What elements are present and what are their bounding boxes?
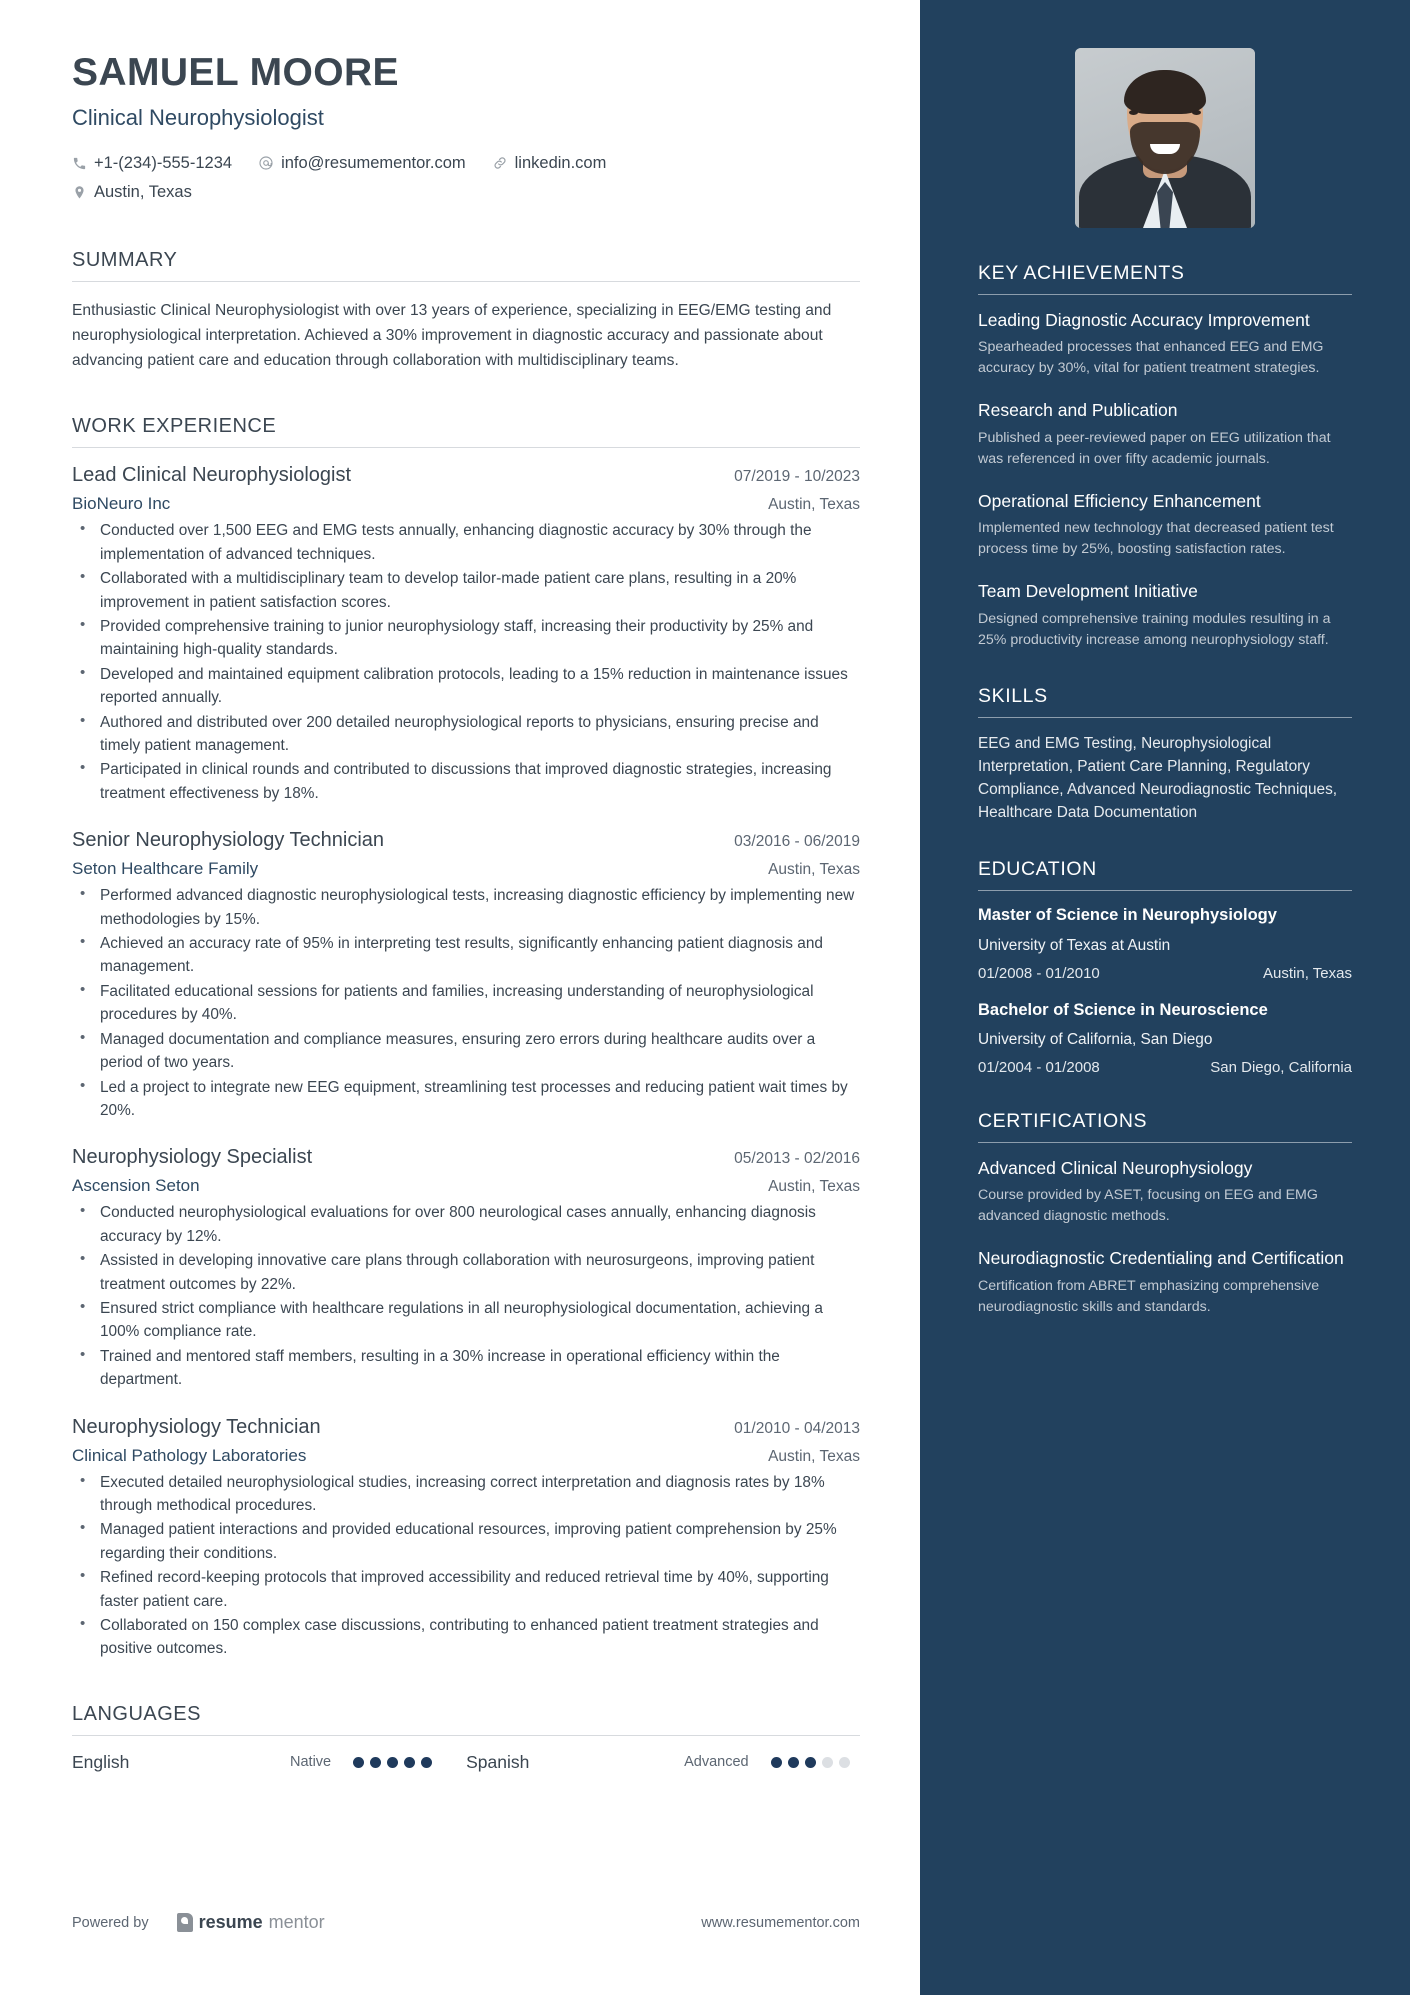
avatar-eye-right <box>1192 110 1201 115</box>
achievement-description: Published a peer-reviewed paper on EEG utilization that was referenced in over fifty academic journals. <box>978 429 1331 467</box>
brand-name-light: mentor <box>268 1912 325 1932</box>
avatar-wrapper <box>978 48 1352 228</box>
languages-list <box>72 1752 860 1773</box>
job-dates: 05/2013 - 02/2016 <box>734 1150 860 1168</box>
education-location: San Diego, California <box>1210 1059 1352 1076</box>
certification-item <box>978 1247 1352 1317</box>
job-bullets <box>72 1201 860 1391</box>
achievement-description: Spearheaded processes that enhanced EEG and EMG accuracy by 30%, vital for patient treatment strategies. <box>978 339 1324 377</box>
job-bullet: • Managed documentation and compliance measures, ensuring zero errors during healthcare audits over a period of two years. <box>72 1028 860 1075</box>
job-dates: 01/2010 - 04/2013 <box>734 1419 860 1437</box>
education-location: Austin, Texas <box>1263 964 1352 982</box>
experience-title-row <box>72 829 860 852</box>
achievement-description: Implemented new technology that decreased patient test process time by 25%, boosting satisfaction rates. <box>978 520 1334 558</box>
rating-dot <box>404 1757 415 1768</box>
job-bullet: • Conducted over 1,500 EEG and EMG tests annually, enhancing diagnostic accuracy by 30% through the implementation of advanced techniques. <box>72 519 860 566</box>
certifications-section <box>978 1110 1352 1318</box>
experience-heading: WORK EXPERIENCE <box>72 415 277 438</box>
job-bullet: • Performed advanced diagnostic neurophysiological tests, increasing diagnostic efficiency by implementing new methodologies by 15%. <box>72 884 860 931</box>
experience-company-row <box>72 1176 860 1196</box>
education-meta <box>978 965 1352 982</box>
job-bullet: • Led a project to integrate new EEG equipment, streamlining test processes and reducing patient wait times by 20%. <box>72 1076 860 1123</box>
experience-company-row <box>72 1446 860 1466</box>
candidate-job-title: Clinical Neurophysiologist <box>72 104 324 130</box>
job-location: Austin, Texas <box>768 861 860 879</box>
education-divider <box>978 890 1352 891</box>
job-bullets <box>72 519 860 805</box>
achievement-item <box>978 309 1352 379</box>
achievement-description: Designed comprehensive training modules resulting in a 25% productivity increase among neurophysiology staff. <box>978 610 1331 648</box>
rating-dot <box>421 1757 432 1768</box>
job-company: Clinical Pathology Laboratories <box>72 1445 307 1465</box>
education-school: University of Texas at Austin <box>978 936 1171 954</box>
rating-dot <box>387 1757 398 1768</box>
rating-dot <box>370 1757 381 1768</box>
avatar <box>1075 48 1255 228</box>
job-bullet: • Refined record-keeping protocols that improved accessibility and reduced retrieval time by 40%, supporting faster patient care. <box>72 1566 860 1613</box>
location-value: Austin, Texas <box>94 182 192 201</box>
achievements-heading: KEY ACHIEVEMENTS <box>978 262 1185 284</box>
job-bullet: • Conducted neurophysiological evaluations for over 800 neurological cases annually, enhancing diagnosis accuracy by 12%. <box>72 1201 860 1248</box>
certifications-divider <box>978 1142 1352 1143</box>
skills-section <box>978 685 1352 824</box>
achievement-title: Leading Diagnostic Accuracy Improvement <box>978 310 1310 330</box>
education-dates: 01/2008 - 01/2010 <box>978 964 1100 982</box>
rating-dot <box>353 1757 364 1768</box>
at-icon <box>258 155 274 171</box>
job-bullet: • Developed and maintained equipment calibration protocols, leading to a 15% reduction in maintenance issues reported annually. <box>72 663 860 710</box>
achievements-section <box>978 262 1352 651</box>
page-footer <box>72 1912 860 1933</box>
contact-email[interactable] <box>258 149 466 178</box>
link-icon <box>492 155 508 171</box>
contact-linkedin[interactable] <box>492 149 607 178</box>
language-item <box>466 1752 850 1773</box>
education-item <box>978 1000 1352 1076</box>
phone-value: +1-(234)-555-1234 <box>94 153 233 172</box>
job-company: Seton Healthcare Family <box>72 859 259 879</box>
summary-section <box>72 249 860 374</box>
email-value: info@resumementor.com <box>281 153 466 172</box>
job-bullet: • Provided comprehensive training to junior neurophysiology staff, increasing their productivity by 25% and maintaining high-quality standards. <box>72 615 860 662</box>
job-position: Lead Clinical Neurophysiologist <box>72 464 352 487</box>
job-bullets <box>72 1471 860 1661</box>
brand-name-bold: resume <box>198 1912 263 1932</box>
experience-title-row <box>72 464 860 487</box>
job-bullet: • Trained and mentored staff members, resulting in a 30% increase in operational efficiency within the department. <box>72 1345 860 1392</box>
job-bullet: • Participated in clinical rounds and contributed to discussions that improved diagnostic strategies, increasing treatment effectiveness by 18%. <box>72 758 860 805</box>
job-bullet: • Assisted in developing innovative care plans through collaboration with neurosurgeons, improving patient treatment outcomes by 22%. <box>72 1249 860 1296</box>
job-bullet: • Ensured strict compliance with healthcare regulations in all neurophysiological documentation, achieving a 100% compliance rate. <box>72 1297 860 1344</box>
education-item <box>978 905 1352 981</box>
job-bullet: • Managed patient interactions and provided educational resources, improving patient comprehension by 25% regarding their conditions. <box>72 1518 860 1565</box>
job-company: BioNeuro Inc <box>72 494 171 514</box>
job-location: Austin, Texas <box>768 1178 860 1196</box>
powered-by-label: Powered by <box>72 1914 149 1931</box>
job-company: Ascension Seton <box>72 1176 200 1196</box>
resumementor-mark-icon <box>177 1913 193 1932</box>
experience-item <box>72 829 860 1122</box>
certification-description: Course provided by ASET, focusing on EEG and EMG advanced diagnostic methods. <box>978 1187 1318 1225</box>
avatar-eye-left <box>1129 110 1138 115</box>
achievement-item <box>978 490 1352 560</box>
skills-heading: SKILLS <box>978 684 1048 707</box>
map-pin-icon <box>72 185 87 200</box>
rating-dot <box>805 1757 816 1768</box>
rating-dot <box>822 1757 833 1768</box>
language-rating <box>771 1757 850 1768</box>
experience-company-row <box>72 494 860 514</box>
job-position: Neurophysiology Technician <box>72 1415 321 1438</box>
contact-location <box>72 178 860 207</box>
skills-divider <box>978 717 1352 718</box>
languages-section <box>72 1703 860 1773</box>
language-level: Advanced <box>684 1754 749 1771</box>
rating-dot <box>771 1757 782 1768</box>
experience-section <box>72 415 860 1660</box>
achievement-item <box>978 580 1352 650</box>
achievement-item <box>978 399 1352 469</box>
education-heading: EDUCATION <box>978 858 1097 881</box>
education-section <box>978 858 1352 1076</box>
candidate-name: SAMUEL MOORE <box>72 51 399 94</box>
education-list <box>978 905 1352 1076</box>
experience-item <box>72 1416 860 1661</box>
resumementor-logo <box>177 1912 325 1933</box>
job-dates: 03/2016 - 06/2019 <box>734 833 860 851</box>
job-location: Austin, Texas <box>768 496 860 514</box>
summary-text: Enthusiastic Clinical Neurophysiologist with over 13 years of experience, specializing in EEG/EMG testing and neurophysiological interpretation. Achieved a 30% improvement in diagnostic accuracy and passionate about advancing patient care and education through collaboration with multidisciplinary teams. <box>72 301 832 370</box>
rating-dot <box>788 1757 799 1768</box>
certification-item <box>978 1157 1352 1227</box>
achievement-title: Research and Publication <box>978 400 1178 421</box>
experience-company-row <box>72 859 860 879</box>
job-dates: 07/2019 - 10/2023 <box>734 468 860 486</box>
job-bullet: • Collaborated with a multidisciplinary team to develop tailor-made patient care plans, resulting in a 20% improvement in patient satisfaction scores. <box>72 567 860 614</box>
footer-left <box>72 1912 325 1933</box>
skills-text: EEG and EMG Testing, Neurophysiological Interpretation, Patient Care Planning, Regulatory Compliance, Advanced Neurodiagnostic Techniques, Healthcare Data Documentation <box>978 734 1338 822</box>
education-school: University of California, San Diego <box>978 1031 1213 1048</box>
job-bullet: • Executed detailed neurophysiological studies, increasing correct interpretation and diagnosis rates by 18% through methodical procedures. <box>72 1471 860 1518</box>
experience-title-row <box>72 1146 860 1169</box>
language-level: Native <box>290 1754 332 1771</box>
achievements-divider <box>978 294 1352 295</box>
job-bullet: • Achieved an accuracy rate of 95% in interpreting test results, significantly enhancing patient diagnosis and management. <box>72 932 860 979</box>
footer-website[interactable]: www.resumementor.com <box>701 1914 860 1931</box>
linkedin-value: linkedin.com <box>514 153 607 172</box>
contact-info <box>72 149 860 207</box>
language-item <box>72 1752 432 1773</box>
language-name: Spanish <box>466 1751 530 1772</box>
job-position: Senior Neurophysiology Technician <box>72 829 385 852</box>
certifications-list <box>978 1157 1352 1318</box>
phone-icon <box>72 156 87 171</box>
education-dates: 01/2004 - 01/2008 <box>978 1059 1100 1076</box>
certification-description: Certification from ABRET emphasizing comprehensive neurodiagnostic skills and standards. <box>978 1277 1320 1315</box>
job-bullets <box>72 884 860 1122</box>
experience-list <box>72 464 860 1660</box>
languages-divider <box>72 1735 860 1736</box>
achievement-title: Team Development Initiative <box>978 581 1198 602</box>
summary-divider <box>72 281 860 282</box>
contact-phone[interactable] <box>72 149 232 178</box>
experience-item <box>72 464 860 805</box>
achievements-list <box>978 309 1352 651</box>
job-bullet: • Authored and distributed over 200 detailed neurophysiological reports to physicians, ensuring precise and timely patient management. <box>72 711 860 758</box>
certifications-heading: CERTIFICATIONS <box>978 1110 1148 1132</box>
experience-item <box>72 1146 860 1391</box>
achievement-title: Operational Efficiency Enhancement <box>978 490 1261 511</box>
job-bullet: • Facilitated educational sessions for patients and families, increasing understanding of neurophysiological procedures by 40%. <box>72 980 860 1027</box>
languages-heading: LANGUAGES <box>72 1702 201 1725</box>
education-degree: Bachelor of Science in Neuroscience <box>978 1000 1268 1019</box>
education-meta <box>978 1059 1352 1076</box>
certification-title: Neurodiagnostic Credentialing and Certification <box>978 1248 1344 1269</box>
language-rating <box>353 1757 432 1768</box>
job-position: Neurophysiology Specialist <box>72 1146 313 1169</box>
sidebar <box>920 0 1410 1995</box>
experience-divider <box>72 447 860 448</box>
language-name: English <box>72 1751 130 1772</box>
job-bullet: • Collaborated on 150 complex case discussions, contributing to enhanced patient treatment strategies and positive outcomes. <box>72 1614 860 1661</box>
rating-dot <box>839 1757 850 1768</box>
experience-title-row <box>72 1416 860 1439</box>
certification-title: Advanced Clinical Neurophysiology <box>978 1158 1253 1178</box>
job-location: Austin, Texas <box>768 1447 860 1465</box>
education-degree: Master of Science in Neurophysiology <box>978 906 1277 925</box>
summary-heading: SUMMARY <box>72 248 178 271</box>
